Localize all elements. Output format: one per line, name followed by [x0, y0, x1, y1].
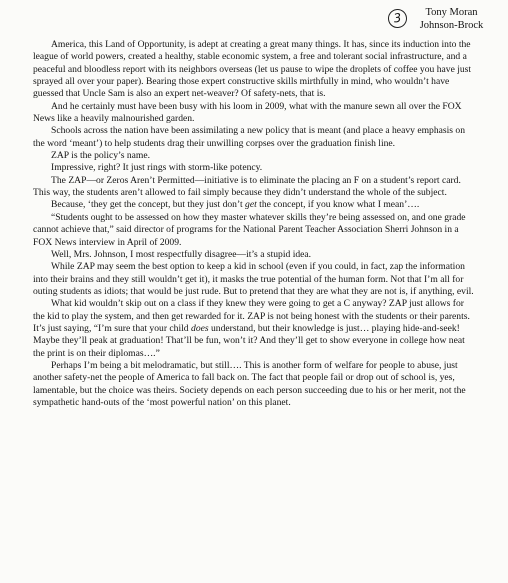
paragraph-text: What kid wouldn’t skip out on a class if they knew they were going to get a C anyway? ZAP just allows for the kid to play the system, and then get rewarded for it. ZAP is not being honest with the students or their parents. It’s just saying, “I’m sure that your child	[33, 298, 470, 334]
paragraph: While ZAP may seem the best option to keep a kid in school (even if you could, in fact, zap the information into their brains and they still wouldn’t get it), it masks the true potential of the human form. Not that I’m all for outing students as idiots; that would be just rude. But to pretend that they are what they are not is, if anything, evil.	[33, 261, 474, 297]
paragraph: Schools across the nation have been assimilating a new policy that is meant (and place a heavy emphasis on the word ‘meant’) to help students drag their unwilling corpses over the graduation finish line.	[33, 125, 466, 149]
paragraph: America, this Land of Opportunity, is adept at creating a great many things. It has, since its induction into the league of world powers, created a healthy, stable economic system, a free and tolerant social infrastructure, and a peaceful and bloodless report with its neighbors overseas (let us pause to wipe the droplets of coffee you have just sprayed all over your paper). Bearing those expert constructive skills mirthfully in mind, who wouldn’t have guessed that Uncle Sam is also an expert net-weaver? Of safety-nets, that is.	[33, 39, 472, 100]
essay-body	[33, 39, 475, 409]
author-affiliation: Johnson-Brock	[419, 20, 484, 31]
paragraph-text: Because, ‘they get the concept, but they just don’t	[51, 199, 246, 211]
paragraph	[33, 298, 475, 360]
emphasis-text: get	[245, 199, 257, 211]
paragraph: “Students ought to be assessed on how they master whatever skills they’re being assessed on, and one grade cannot achieve that,” said director of programs for the National Parent Teacher Association Sherri Johnson in a FOX News interview in April of 2009.	[33, 211, 466, 248]
paragraph: Impressive, right? It just rings with storm-like potency.	[51, 162, 263, 174]
page-number: 3	[387, 8, 408, 29]
paragraph-text: understand, but their knowledge is just… playing hide-and-seek! Maybe they’ll peak at graduation! That’ll be fun, won’t it? And they’ll get to show everyone in college how neat the print is on their diplomas….”	[33, 322, 465, 359]
author-name: Tony Moran	[425, 7, 478, 18]
paragraph: Well, Mrs. Johnson, I most respectfully disagree—it’s a stupid idea.	[51, 248, 312, 260]
paragraph: ZAP is the policy’s name.	[51, 150, 151, 162]
emphasis-text: does	[191, 322, 209, 334]
paragraph: The ZAP—or Zeros Aren’t Permitted—initiative is to eliminate the placing an F on a student’s report card. This way, the students aren’t allowed to fail simply because they didn’t understand the whole of the subject.	[33, 174, 461, 199]
paragraph: And he certainly must have been busy with his loom in 2009, what with the manure sewn all over the FOX News like a heavily malnourished garden.	[33, 100, 462, 125]
author-header	[404, 6, 499, 32]
paragraph-text: the concept, if you know what I mean’….	[256, 199, 420, 211]
paragraph: Perhaps I’m being a bit melodramatic, but still…. This is another form of welfare for people to abuse, just another safety-net the people of America to fall back on. The fact that people fail or drop out of school is, yes, lamentable, but the choice was theirs. Society depends on each person succeeding due to his or her merit, not the sympathetic hand-outs of the ‘most powerful nation’ on this planet.	[33, 359, 466, 408]
paragraph	[33, 199, 475, 211]
